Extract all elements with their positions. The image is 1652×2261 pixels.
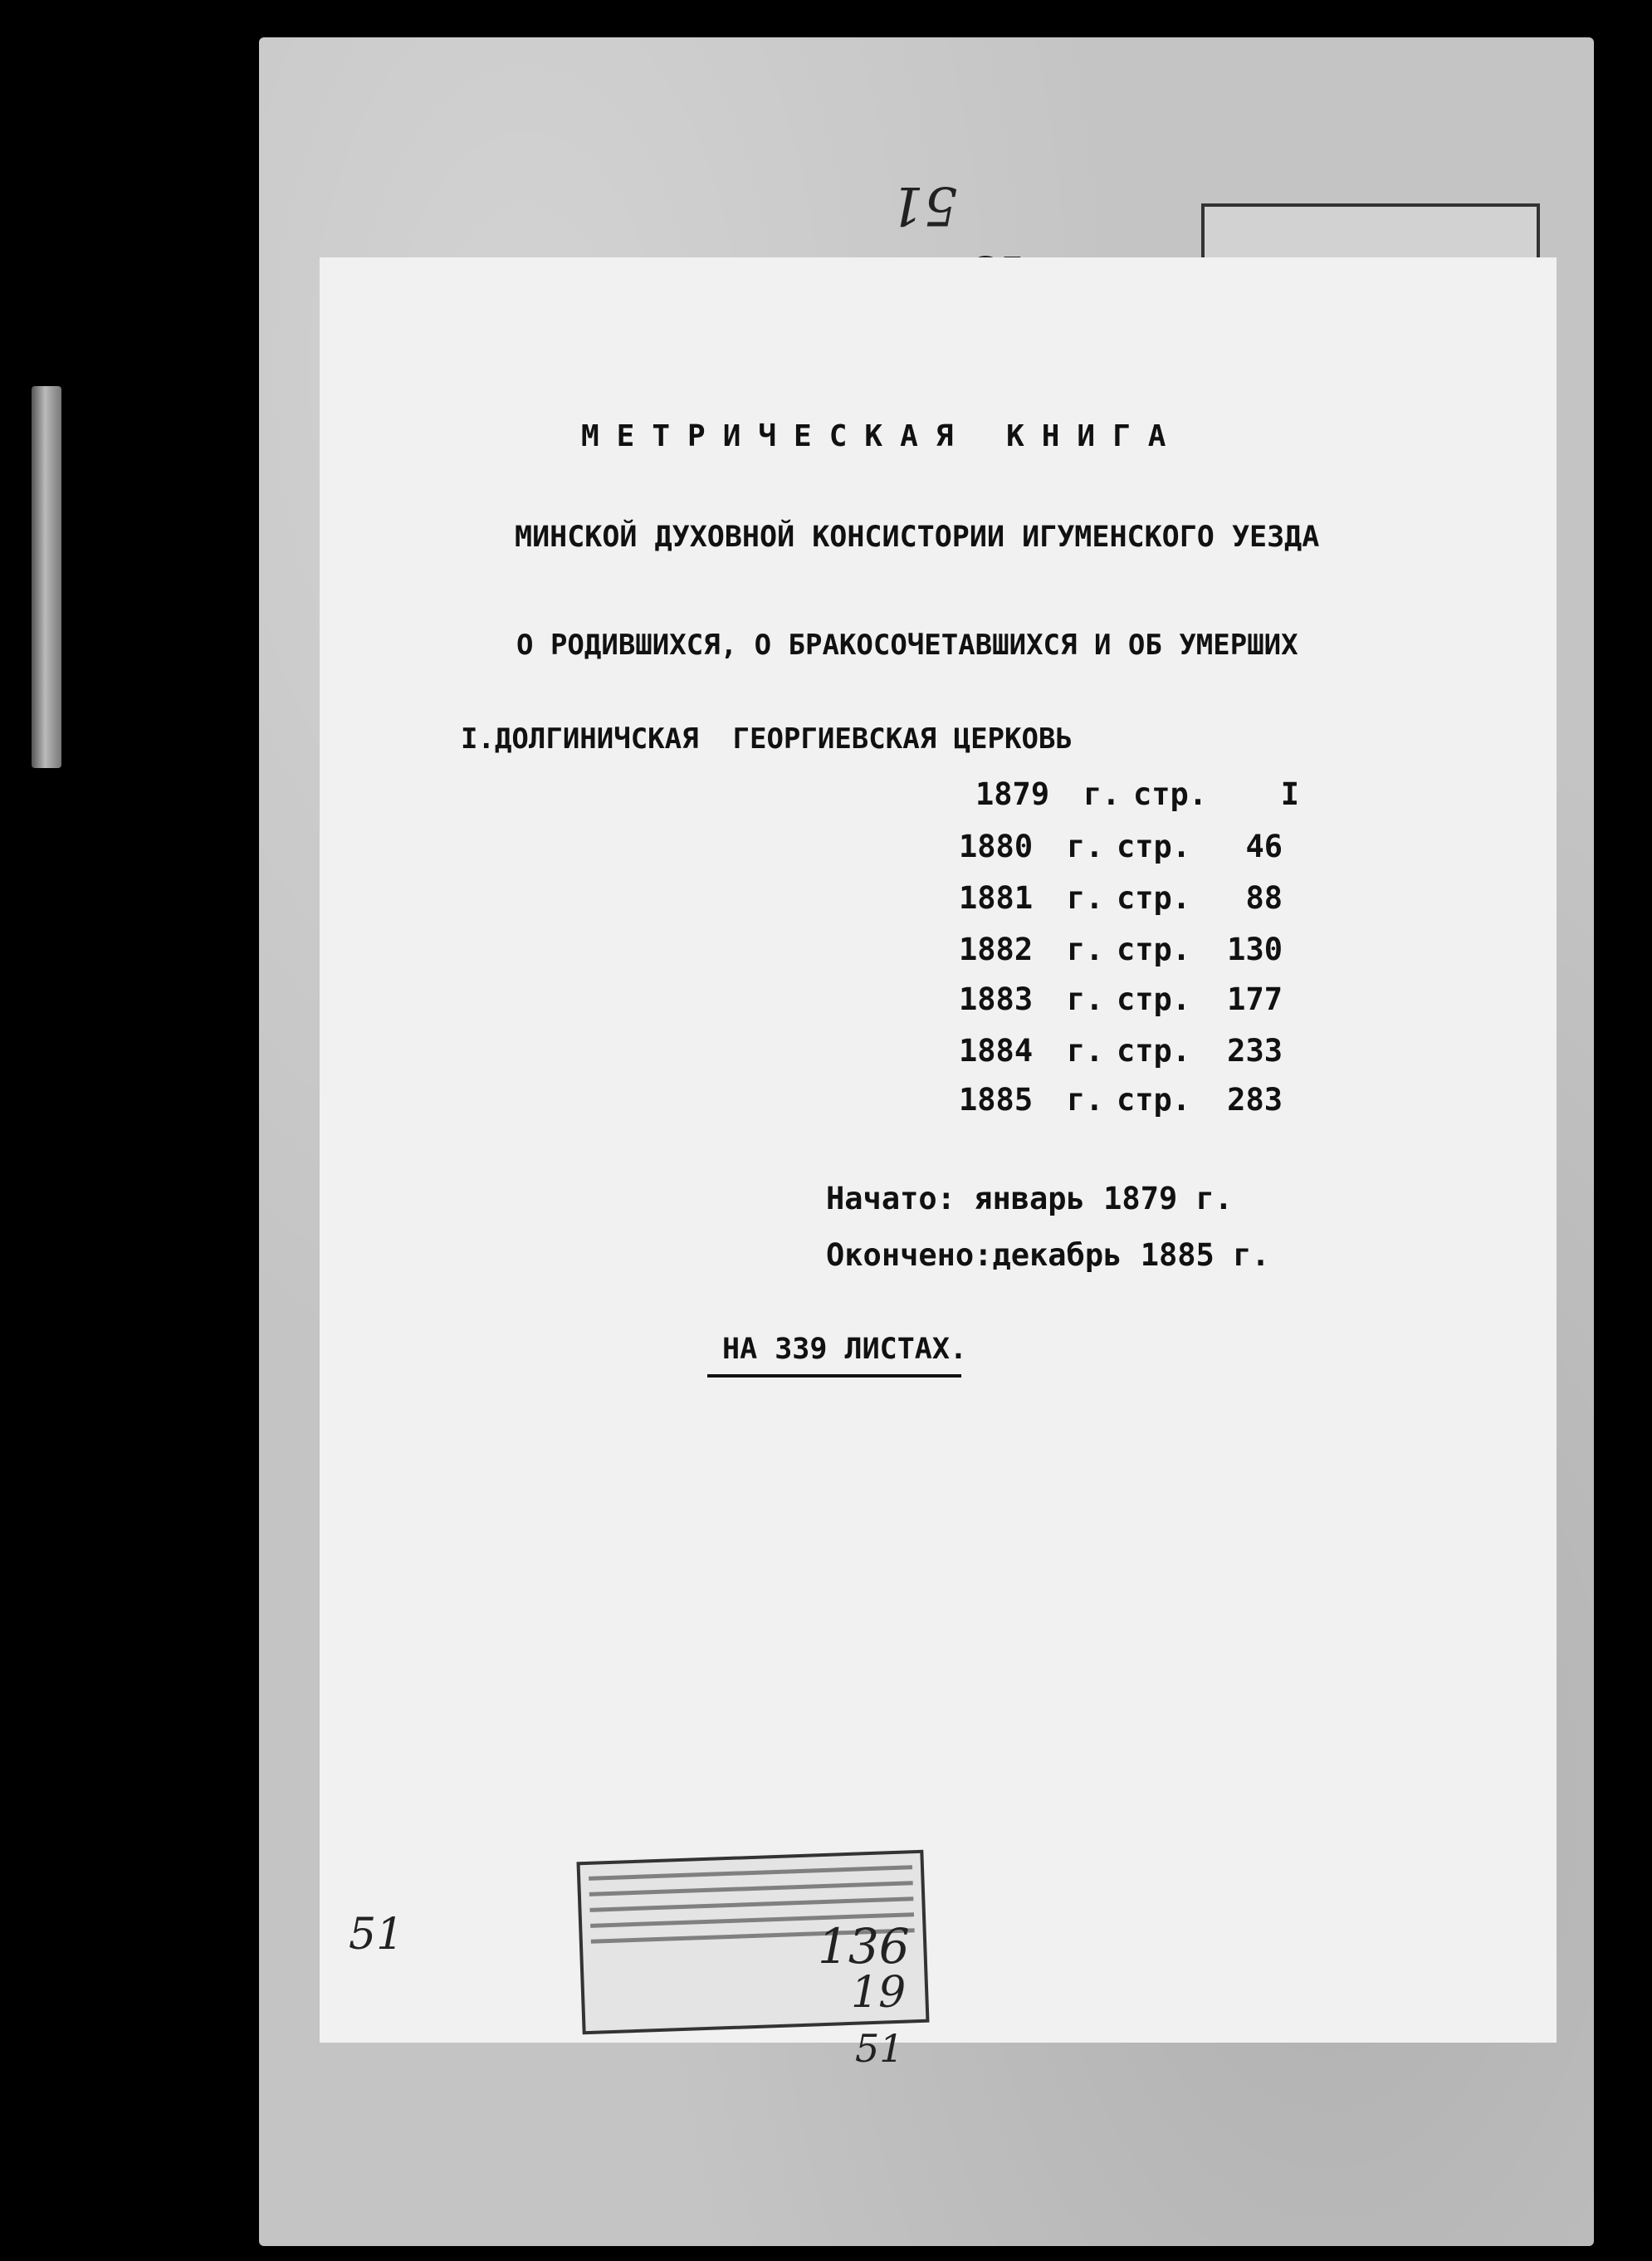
archive-spine-strip	[32, 386, 61, 768]
sheet-count-underline	[707, 1374, 961, 1378]
handwritten-number-left-margin: 51	[349, 1910, 404, 1960]
handwritten-number-bottom-a: 136	[818, 1918, 910, 1975]
church-name: I.ДОЛГИНИЧСКАЯ ГЕОРГИЕВСКАЯ ЦЕРКОВЬ	[461, 722, 1073, 756]
records-type-line: О РОДИВШИХСЯ, О БРАКОСОЧЕТАВШИХСЯ И ОБ УМЕРШИХ	[516, 629, 1298, 662]
document-title: МЕТРИЧЕСКАЯ КНИГА	[581, 419, 1184, 453]
index-row: 1880 г. стр. 46	[959, 829, 1283, 864]
index-row: 1881 г. стр. 88	[959, 880, 1283, 916]
index-row: 1883 г. стр. 177	[959, 981, 1283, 1017]
handwritten-number-bottom-b: 19	[851, 1968, 907, 2018]
consistory-line: МИНСКОЙ ДУХОВНОЙ КОНСИСТОРИИ ИГУМЕНСКОГО УЕЗДА	[515, 521, 1320, 554]
index-row: 1884 г. стр. 233	[959, 1033, 1283, 1069]
sheet-count: НА 339 ЛИСТАХ.	[722, 1333, 968, 1366]
handwritten-number-top-a: 51	[890, 174, 958, 236]
handwritten-number-bottom-c: 51	[855, 2026, 904, 2071]
index-row: 1879 г. стр. I	[975, 776, 1299, 812]
date-started: Начато: январь 1879 г.	[826, 1181, 1234, 1216]
index-row: 1885 г. стр. 283	[959, 1082, 1283, 1118]
index-row: 1882 г. стр. 130	[959, 932, 1283, 967]
date-ended: Окончено:декабрь 1885 г.	[826, 1237, 1270, 1273]
